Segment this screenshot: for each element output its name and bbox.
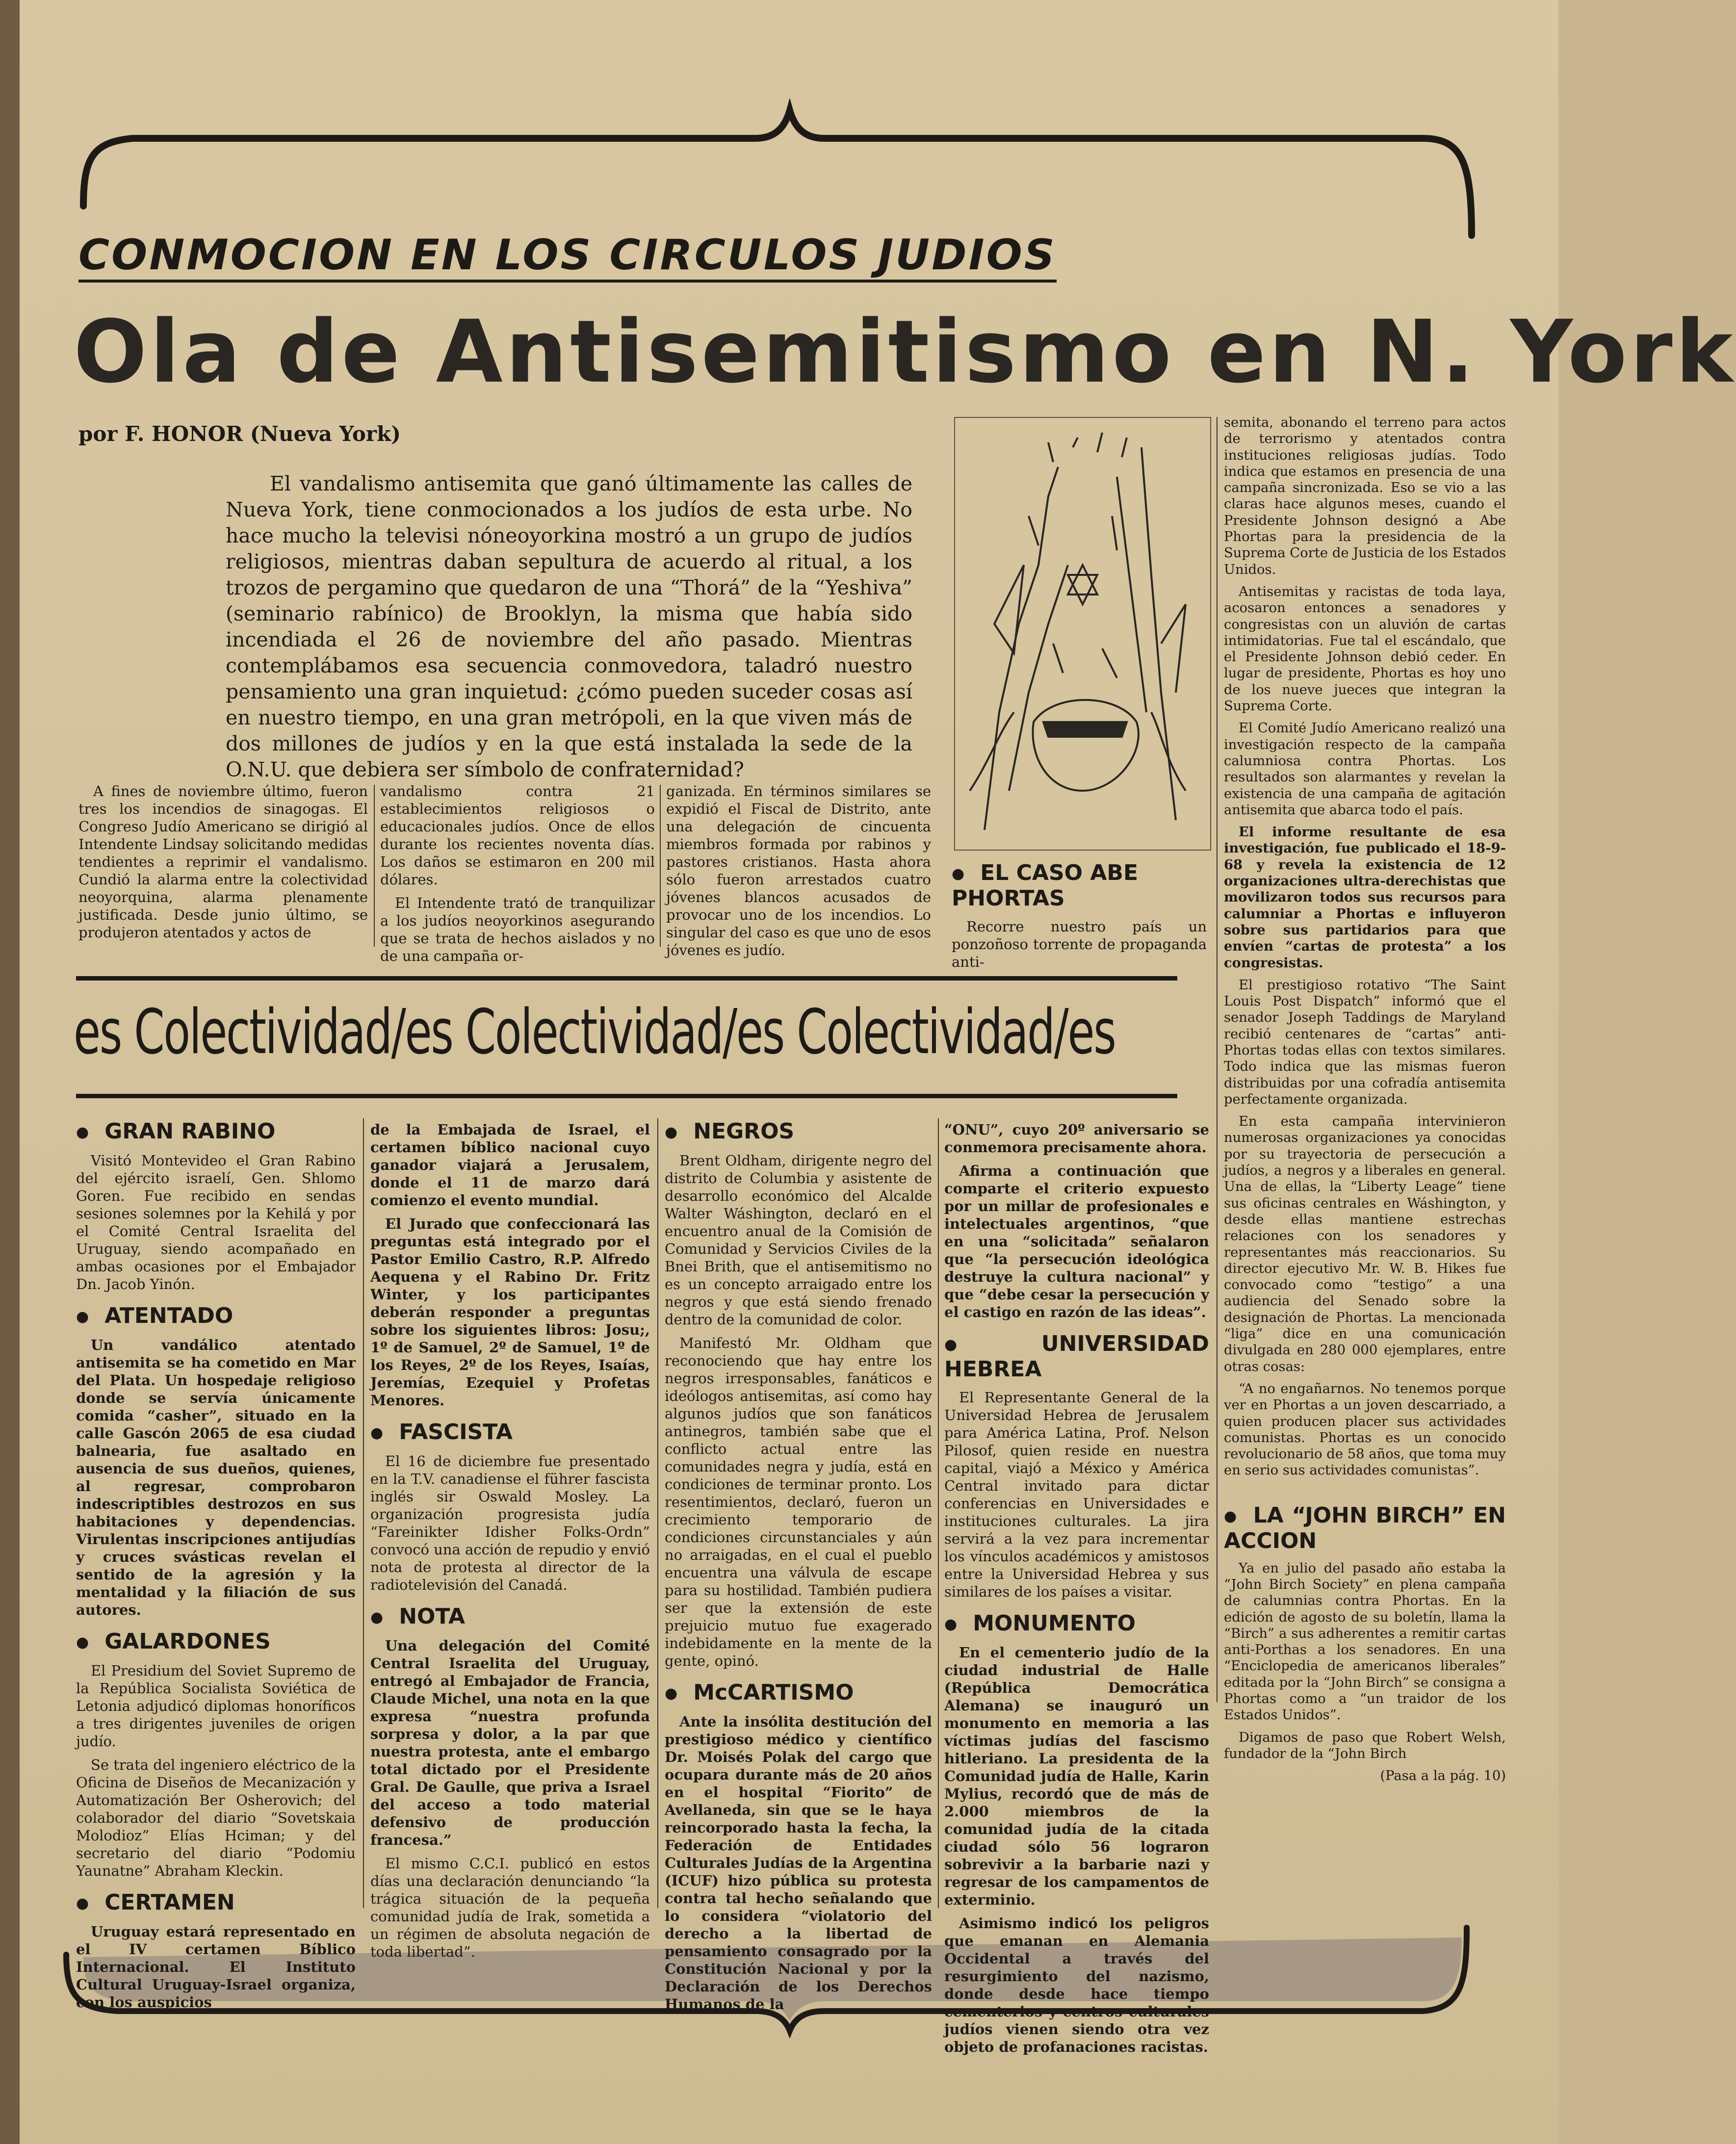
- news-column-b: [370, 1121, 650, 1966]
- article-col-2: [380, 782, 655, 971]
- negros-text-1: Brent Oldham, dirigente negro del distrito de Columbia y asistente de desarrollo económico del Alcalde Walter Wáshington, declaró en el encuentro anual de la Comisión de Comunidad y Servicios Civiles de la Bnei Brith, que el antisemitismo no es un concepto arraigado entre los negros y que está siendo frenado dentro de la comunidad de color.: [665, 1152, 932, 1328]
- page-fold-edge: [0, 0, 20, 2144]
- column-divider: [374, 785, 375, 947]
- nota-title: NOTA: [399, 1604, 466, 1629]
- galardones-title: GALARDONES: [104, 1629, 271, 1654]
- atentado-text: Un vandálico atentado antisemita se ha cometido en Mar del Plata. Un hospedaje religioso donde se servía únicamente comida “casher”, situado en la calle Gascón 2065 de esa ciudad balnearia, fue asaltado en ausencia de sus dueños, quienes, al regresar, comprobaron indescriptibles destrozos en sus habitaciones y dependencias. Virulentas inscripciones antijudías y cruces svásticas revelan el sentido de la agresión y la mentalidad y la filiación de sus autores.: [76, 1337, 356, 1618]
- mccartismo-title: McCARTISMO: [693, 1680, 854, 1705]
- atentado-title: ATENTADO: [104, 1303, 233, 1328]
- article-right-column: [1224, 414, 1506, 1790]
- right-p3: El Comité Judío Americano realizó una investigación respecto de la campaña calumniosa contra Phortas. Los resultados son alarmantes y revelan la existencia de una campaña de agitación antisemita que abarca todo el país.: [1224, 721, 1506, 818]
- certamen-text: Uruguay estará representado en el IV certamen Bíblico Internacional. El Instituto Cultural Uruguay-Israel organiza, con los auspicios: [76, 1923, 356, 2011]
- bullet-icon: ●: [665, 1685, 678, 1702]
- caso-phortas-text: Recorre nuestro país un ponzoñoso torrente de propaganda anti-: [952, 918, 1207, 970]
- bullet-icon: ●: [944, 1336, 1026, 1353]
- mccartismo-heading: [665, 1680, 932, 1706]
- birch-p1: Ya en julio del pasado año estaba la “John Birch Society” en plena campaña de calumnias contra Phortas. En la edición de agosto de su boletín, llama la “Birch” a sus adherentes a remitir cartas anti-Porthas a los senadores. En una “Enciclopedia de americanos liberales” editada por la “John Birch” se consigna a Phortas como a “un traidor de los Estados Unidos”.: [1224, 1560, 1506, 1723]
- gran-rabino-heading: [76, 1119, 356, 1145]
- right-p1: semita, abonando el terreno para actos de terrorismo y atentados contra instituciones religiosas judías. Todo indica que estamos en presencia de una campaña sincronizada. Eso se vio a las claras hace algunos meses, cuando el Presidente Johnson designó a Abe Phortas para la presidencia de la Suprema Corte de Justicia de los Estados Unidos.: [1224, 415, 1506, 577]
- negros-text-2: Manifestó Mr. Oldham que reconociendo que hay entre los negros irresponsables, fanáticos e ideólogos antisemitas, así como hay algunos judíos que son fanáticos antinegros, también sabe que el conflicto actual entre las comunidades negra y judía, está en condiciones de terminar pronto. Los resentimientos, declaró, fueron un crecimiento temporario de condiciones circunstanciales y aún no arraigadas, en el cual el pueblo encuentra una válvula de escape para su hostilidad. También pudiera ser que la extensión de este prejuicio mutuo fue exagerado indebidamente en la mente de la gente, opinó.: [665, 1335, 932, 1669]
- news-column-a: [76, 1109, 356, 2017]
- john-birch-heading: [1224, 1503, 1506, 1553]
- nota-heading: [370, 1604, 650, 1630]
- monumento-text-1: En el cementerio judío de la ciudad industrial de Halle (República Democrática Alemana) se inauguró un monumento en memoria a las víctimas judías del fascismo hitleriano. La presidenta de la Comunidad judía de Halle, Karin Mylius, recordó que de más de 2.000 miembros de la comunidad judía de la citada ciudad sólo 56 lograron sobrevivir a la barbarie nazi y regresar de los campamentos de exterminio.: [944, 1644, 1209, 1908]
- jurado-text: El Jurado que confeccionará las preguntas está integrado por el Pastor Emilio Castro, R.P. Alfredo Aequena y el Rabino Dr. Fritz Winter, y los participantes deberán responder a preguntas sobre los siguientes libros: Josu;, 1º de Samuel, 2º de Samuel, 1º de los Reyes, 2º de los Reyes, Isaías, Jeremías, Ezequiel y Profetas Menores.: [370, 1215, 650, 1409]
- galardones-text-2: Se trata del ingeniero eléctrico de la Oficina de Diseños de Mecanización y Automatización Ber Osherovich; del colaborador del diario “Sovetskaia Molodioz” Elías Hciman; y del secretario del diario “Podomiu Yaunatne” Abraham Kleckin.: [76, 1757, 356, 1879]
- bullet-icon: ●: [76, 1124, 89, 1141]
- afirma-text: Afirma a continuación que comparte el criterio expuesto por un millar de profesionales e intelectuales argentinos, “que en una “solicitada” señalaron que “la persecución ideológica destruye la cultura nacional” y que “debe cesar la persecución y el castigo en razón de las ideas”.: [944, 1162, 1209, 1320]
- bullet-icon: ●: [1224, 1507, 1238, 1525]
- caso-phortas-heading: [952, 861, 1207, 911]
- article-col-1: [78, 782, 368, 947]
- certamen-title: CERTAMEN: [104, 1890, 235, 1915]
- banner-top-rule: [76, 976, 1177, 981]
- right-p7: “A no engañarnos. No tenemos porque ver en Phortas a un joven descarriado, a quien producen placer sus actividades comunistas. Phortas es un conocido revolucionario de 58 años, que toma muy en serio sus actividades comunistas”.: [1224, 1381, 1506, 1478]
- bullet-icon: ●: [952, 865, 965, 882]
- galardones-text-1: El Presidium del Soviet Supremo de la República Socialista Soviética de Letonia adjudicó diplomas honoríficos a tres dirigentes juveniles de origen judío.: [76, 1662, 356, 1750]
- news-column-c: [665, 1109, 932, 2019]
- article-col-3-text: ganizada. En términos similares se expidió el Fiscal de Distrito, ante una delegación de cincuenta miembros formada por rabinos y pastores cristianos. Hasta ahora sólo fueron arrestados cuatro jóvenes blancos acusados de provocar uno de los incendios. Lo singular del caso es que uno de esos jóvenes es judío.: [666, 783, 931, 958]
- statue-of-liberty-illustration: [954, 417, 1211, 851]
- monumento-text-2: Asimismo indicó los peligros que emanan en Alemania Occidental a través del resurgimiento del nazismo, donde desde hace tiempo cementerios y centros culturales judíos vienen siendo otra vez objeto de profanaciones racistas.: [944, 1915, 1209, 2055]
- article-col-2a-text: vandalismo contra 21 establecimientos religiosos o educacionales judíos. Once de ellos durante los recientes noventa días. Los daños se estimaron en 200 mil dólares.: [380, 783, 655, 888]
- caso-phortas-section: [952, 861, 1207, 977]
- article-kicker: CONMOCION EN LOS CIRCULOS JUDIOS: [78, 231, 1057, 283]
- article-byline: por F. HONOR (Nueva York): [78, 422, 401, 446]
- gran-rabino-text: Visitó Montevideo el Gran Rabino del ejército israelí, Gen. Shlomo Goren. Fue recibido en sendas sesiones solemnes por la Kehilá y por el Comité Central Israelita del Uruguay, siendo acompañado en ambas ocasiones por el Embajador Dn. Jacob Yinón.: [76, 1152, 356, 1292]
- bullet-icon: ●: [665, 1124, 678, 1141]
- column-divider: [1217, 417, 1218, 1702]
- news-column-d: [944, 1121, 1209, 2062]
- bullet-icon: ●: [944, 1616, 958, 1633]
- nota-text-1: Una delegación del Comité Central Israelita del Uruguay, entregó al Embajador de Francia, Claude Michel, una nota en la que expresa “nuestra profunda sorpresa y dolor, a la par que nuestra protesta, ante el embargo total dictado por el Presidente Gral. De Gaulle, que priva a Israel del acceso a todo material defensivo de producción francesa.”: [370, 1637, 650, 1848]
- column-divider: [657, 1118, 658, 1908]
- column-divider: [660, 785, 661, 947]
- bullet-icon: ●: [76, 1308, 89, 1325]
- banner-bottom-rule: [76, 1094, 1177, 1098]
- article-lead: El vandalismo antisemita que ganó últimamente las calles de Nueva York, tiene conmocionados a los judíos de esta urbe. No hace mucho la televisi nóneoyorkina mostró a un grupo de judíos religiosos, mientras daban sepultura de acuerdo al ritual, a los trozos de pergamino que quedaron de una “Thorá” de la “Yeshiva” (seminario rabínico) de Brooklyn, la misma que había sido incendiada el 26 de noviembre del año pasado. Mientras contemplábamos esa secuencia conmovedora, taladró nuestro pensamiento una gran inquietud: ¿cómo pueden suceder cosas así en nuestro tiempo, en una gran metrópoli, en la que viven más de dos millones de judíos y en la que está instalada la sede de la O.N.U. que debiera ser símbolo de confraternidad?: [226, 472, 912, 781]
- article-col-2b-text: El Intendente trató de tranquilizar a los judíos neoyorkinos asegurando que se trata de hechos aislados y no de una campaña or-: [380, 895, 655, 964]
- article-headline: Ola de Antisemitismo en N. York: [74, 302, 1736, 402]
- column-divider: [363, 1118, 364, 1908]
- universidad-text: El Representante General de la Universidad Hebrea de Jerusalem para América Latina, Prof. Nelson Pilosof, quien reside en nuestra capital, viajó a México y América Central invitado para dictar conferencias en Universidades e instituciones culturales. La jira servirá a la vez para incrementar los vínculos académicos y amistosos entre la Universidad Hebrea y sus similares de los países a visitar.: [944, 1389, 1209, 1600]
- monumento-heading: [944, 1611, 1209, 1637]
- article-lead-block: [226, 471, 912, 783]
- universidad-heading: [944, 1332, 1209, 1382]
- monumento-title: MONUMENTO: [973, 1611, 1136, 1636]
- right-p4: El informe resultante de esa investigación, fue publicado el 18-9-68 y revela la existencia de 12 organizaciones ultra-derechistas que movilizaron todos sus recursos para calumniar a Phortas e influyeron sobre sus partidarios para que envíen “cartas de protesta” a los congresistas.: [1224, 824, 1506, 971]
- mccartismo-text: Ante la insólita destitución del prestigioso médico y científico Dr. Moisés Polak del cargo que ocupara durante más de 20 años en el hospital “Fiorito” de Avellaneda, sin que se le haya reincorporado hasta la fecha, la Federación de Entidades Culturales Judías de la Argentina (ICUF) hizo pública su protesta contra tal hecho señalando que lo considera “violatorio del derecho a la libertad de pensamiento consagrado por la Constitución Nacional y por la Declaración de los Derechos Humanos de la: [665, 1713, 932, 2013]
- bullet-icon: ●: [76, 1634, 89, 1651]
- birch-p2: Digamos de paso que Robert Welsh, fundador de la “John Birch: [1224, 1730, 1506, 1761]
- right-p6: En esta campaña intervinieron numerosas organizaciones ya conocidas por su trayectoria de persecución a judíos, a negros y a liberales en general. Una de ellas, la “Liberty Leage” tiene sus oficinas centrales en Wáshington, y desde ellas mantiene estrechas relaciones con los senadores y representantes más reaccionarios. Su director ejecutivo Mr. W. B. Hikes fue convocado como “testigo” a una audiencia del Senado sobre la designación de Phortas. La mencionada “liga” dice en una comunicación divulgada en 280 000 ejemplares, entre otras cosas:: [1224, 1114, 1506, 1374]
- right-p2: Antisemitas y racistas de toda laya, acosaron entonces a senadores y congresistas con un aluvión de cartas intimidatorias. Fue tal el escándalo, que el Presidente Johnson debió ceder. En lugar de presidente, Phortas es hoy uno de los nueve jueces que integran la Suprema Corte.: [1224, 584, 1506, 714]
- fascista-title: FASCISTA: [399, 1420, 513, 1445]
- negros-heading: [665, 1119, 932, 1145]
- illustration-sketch: [955, 418, 1210, 850]
- article-col-1-text: A fines de noviembre último, fueron tres los incendios de sinagogas. El Congreso Judío Americano se dirigió al Intendente Lindsay solicitando medidas tendientes a reprimir el vandalismo. Cundió la alarma entre la colectividad neoyorquina, alarma plenamente justificada. Desde junio último, se produjeron atentados y actos de: [78, 783, 368, 941]
- bullet-icon: ●: [76, 1895, 89, 1912]
- onu-text: “ONU”, cuyo 20º aniversario se conmemora precisamente ahora.: [944, 1121, 1209, 1156]
- fascista-text: El 16 de diciembre fue presentado en la T.V. canadiense el führer fascista inglés sir Oswald Mosley. La organización progresista judía “Fareinikter Idisher Folks-Ordn” convocó una acción de repudio y envió nota de protesta al director de la radiotelevisión del Canadá.: [370, 1453, 650, 1593]
- newspaper-page: [20, 0, 1736, 2144]
- galardones-heading: [76, 1629, 356, 1655]
- article-col-3: [666, 782, 931, 965]
- column-divider: [938, 1118, 939, 1908]
- bullet-icon: ●: [370, 1424, 384, 1442]
- atentado-heading: [76, 1304, 356, 1329]
- nota-text-2: El mismo C.C.I. publicó en estos días una declaración denunciando “la trágica situación de la pequeña comunidad judía de Irak, sometida a un régimen de absoluta negación de toda libertad”.: [370, 1855, 650, 1960]
- fascista-heading: [370, 1420, 650, 1446]
- colectividad-banner: es Colectividad/es Colectividad/es Colectividad/es: [74, 996, 1115, 1068]
- universidad-title: UNIVERSIDAD HEBREA: [944, 1331, 1209, 1382]
- negros-title: NEGROS: [693, 1119, 795, 1144]
- gran-rabino-title: GRAN RABINO: [104, 1119, 276, 1144]
- right-p5: El prestigioso rotativo “The Saint Louis Post Dispatch” informó que el senador Joseph Taddings de Maryland recibió centenares de “cartas” anti-Phortas todas ellas con textos similares. Todo indica que las mismas fueron distribuidas por una cofradía antisemita perfectamente organizada.: [1224, 977, 1506, 1107]
- caso-phortas-title: EL CASO ABE PHORTAS: [952, 860, 1139, 911]
- certamen-continued: de la Embajada de Israel, el certamen bíblico nacional cuyo ganador viajará a Jerusalem, donde el 11 de marzo dará comienzo el evento mundial.: [370, 1121, 650, 1209]
- bullet-icon: ●: [370, 1609, 384, 1626]
- certamen-heading: [76, 1890, 356, 1916]
- john-birch-title: LA “JOHN BIRCH” EN ACCION: [1224, 1502, 1506, 1553]
- continued-note: (Pasa a la pág. 10): [1380, 1768, 1506, 1784]
